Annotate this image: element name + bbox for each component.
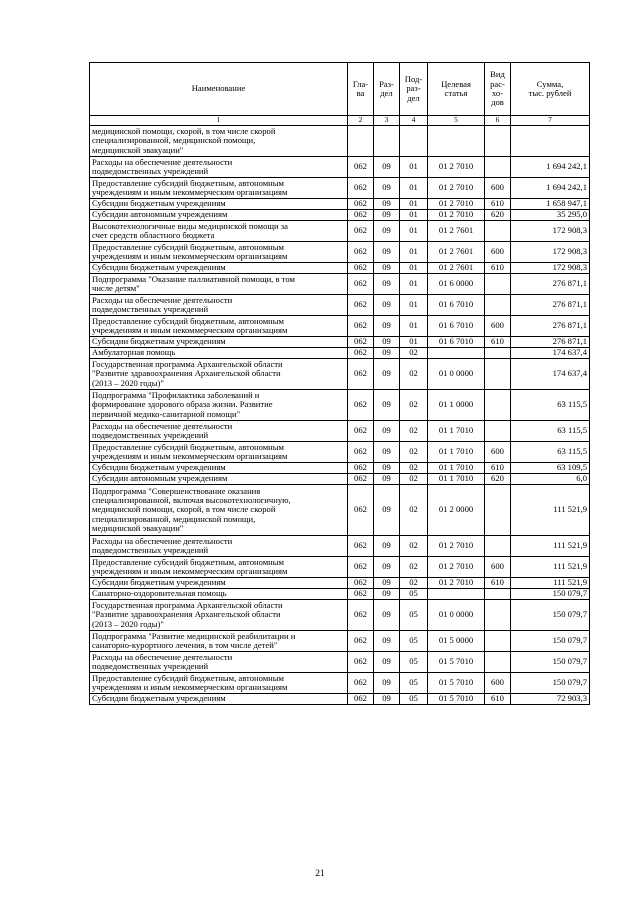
row-podrazdel: 05 [400,600,428,631]
row-glava: 062 [348,337,374,348]
row-vid [485,652,511,673]
row-podrazdel: 05 [400,694,428,705]
header-razdel: Раз- дел [374,63,400,116]
table-row [90,578,590,589]
header-podrazdel: Под- раз- дел [400,63,428,116]
row-summa [511,126,590,157]
row-name: медицинской помощи, скорой, в том числе скорой специализированной, медицинской помощи, медицинской эвакуации" [90,126,348,157]
row-vid [485,295,511,316]
row-razdel: 09 [374,442,400,463]
row-razdel: 09 [374,652,400,673]
row-statya: 01 5 7010 [428,652,485,673]
table-row [90,295,590,316]
row-summa: 276 871,1 [511,295,590,316]
row-glava: 062 [348,359,374,390]
row-vid [485,600,511,631]
row-glava: 062 [348,485,374,536]
row-name: Государственная программа Архангельской области "Развитие здравоохранения Архангельской области (2013 – 2020 годы)" [90,359,348,390]
table-row [90,178,590,199]
row-statya: 01 5 7010 [428,673,485,694]
row-name: Предоставление субсидий бюджетным, автономным учреждениям и иным некоммерческим организациям [90,242,348,263]
row-summa: 63 109,5 [511,463,590,474]
column-number: 7 [511,116,590,126]
row-glava: 062 [348,316,374,337]
row-razdel [374,126,400,157]
row-razdel: 09 [374,263,400,274]
row-razdel: 09 [374,536,400,557]
row-name: Субсидии бюджетным учреждениям [90,463,348,474]
row-statya [428,589,485,600]
table-row [90,673,590,694]
row-name: Санаторно-оздоровительная помощь [90,589,348,600]
header-vid: Вид рас- хо- дов [485,63,511,116]
row-summa: 35 295,0 [511,210,590,221]
row-summa: 111 521,9 [511,557,590,578]
table-row [90,157,590,178]
table-header-row [90,63,590,116]
row-name: Субсидии бюджетным учреждениям [90,578,348,589]
row-razdel: 09 [374,242,400,263]
column-number: 3 [374,116,400,126]
table-row [90,463,590,474]
row-podrazdel: 05 [400,631,428,652]
row-name: Субсидии бюджетным учреждениям [90,199,348,210]
row-razdel: 09 [374,348,400,359]
row-statya: 01 2 7010 [428,178,485,199]
row-statya: 01 5 0000 [428,631,485,652]
row-razdel: 09 [374,463,400,474]
row-glava: 062 [348,474,374,485]
row-razdel: 09 [374,221,400,242]
row-summa: 150 079,7 [511,631,590,652]
row-vid: 610 [485,337,511,348]
row-name: Предоставление субсидий бюджетным, автономным учреждениям и иным некоммерческим организациям [90,673,348,694]
row-summa: 172 908,3 [511,221,590,242]
row-statya: 01 2 7601 [428,221,485,242]
column-number: 1 [90,116,348,126]
row-vid: 600 [485,178,511,199]
row-razdel: 09 [374,178,400,199]
table-row [90,359,590,390]
table-row [90,274,590,295]
row-summa: 174 637,4 [511,359,590,390]
row-name: Предоставление субсидий бюджетным, автономным учреждениям и иным некоммерческим организациям [90,442,348,463]
row-vid [485,221,511,242]
row-statya: 01 2 0000 [428,485,485,536]
row-glava: 062 [348,421,374,442]
table-row [90,631,590,652]
row-summa: 174 637,4 [511,348,590,359]
table-row [90,442,590,463]
row-podrazdel: 02 [400,359,428,390]
row-glava: 062 [348,694,374,705]
row-vid: 600 [485,557,511,578]
table-row [90,348,590,359]
row-glava: 062 [348,557,374,578]
row-summa: 6,0 [511,474,590,485]
row-statya: 01 1 7010 [428,421,485,442]
row-glava: 062 [348,221,374,242]
row-summa: 276 871,1 [511,316,590,337]
row-glava: 062 [348,652,374,673]
page-number: 21 [315,869,325,879]
table-row [90,557,590,578]
row-vid: 610 [485,463,511,474]
table-row [90,536,590,557]
table-row [90,316,590,337]
row-vid: 600 [485,242,511,263]
row-name: Подпрограмма "Профилактика заболеваний и формирование здорового образа жизни. Развитие первичной медико-санитарной помощи" [90,390,348,421]
row-razdel: 09 [374,557,400,578]
row-name: Расходы на обеспечение деятельности подведомственных учреждений [90,157,348,178]
row-podrazdel: 05 [400,589,428,600]
row-podrazdel: 01 [400,221,428,242]
row-summa: 1 694 242,1 [511,157,590,178]
header-summa: Сумма, тыс. рублей [511,63,590,116]
row-name: Высокотехнологичные виды медицинской помощи за счет средств областного бюджета [90,221,348,242]
row-glava: 062 [348,390,374,421]
row-name: Амбулаторная помощь [90,348,348,359]
row-razdel: 09 [374,359,400,390]
row-name: Субсидии бюджетным учреждениям [90,694,348,705]
row-glava [348,126,374,157]
row-vid: 620 [485,210,511,221]
table-row [90,221,590,242]
row-podrazdel: 01 [400,263,428,274]
row-name: Предоставление субсидий бюджетным, автономным учреждениям и иным некоммерческим организациям [90,316,348,337]
row-podrazdel: 01 [400,295,428,316]
row-vid: 610 [485,199,511,210]
row-podrazdel: 01 [400,242,428,263]
row-glava: 062 [348,600,374,631]
row-statya: 01 2 7601 [428,242,485,263]
row-razdel: 09 [374,485,400,536]
table-row [90,600,590,631]
row-statya: 01 2 7601 [428,263,485,274]
row-podrazdel: 01 [400,210,428,221]
row-summa: 111 521,9 [511,485,590,536]
header-statya: Целевая статья [428,63,485,116]
row-vid [485,390,511,421]
row-name: Расходы на обеспечение деятельности подведомственных учреждений [90,295,348,316]
row-glava: 062 [348,578,374,589]
row-name: Субсидии автономным учреждениям [90,210,348,221]
row-summa: 150 079,7 [511,589,590,600]
row-statya: 01 2 7010 [428,536,485,557]
row-razdel: 09 [374,578,400,589]
row-vid: 610 [485,263,511,274]
row-summa: 63 115,5 [511,442,590,463]
row-razdel: 09 [374,157,400,178]
row-glava: 062 [348,274,374,295]
row-summa: 172 908,3 [511,263,590,274]
row-summa: 111 521,9 [511,536,590,557]
table-row [90,474,590,485]
row-summa: 63 115,5 [511,421,590,442]
row-glava: 062 [348,157,374,178]
row-razdel: 09 [374,694,400,705]
row-vid: 620 [485,474,511,485]
row-name: Предоставление субсидий бюджетным, автономным учреждениям и иным некоммерческим организациям [90,557,348,578]
row-glava: 062 [348,199,374,210]
column-number: 5 [428,116,485,126]
row-name: Субсидии бюджетным учреждениям [90,337,348,348]
row-vid [485,126,511,157]
row-name: Подпрограмма "Оказание паллиативной помощи, в том числе детям" [90,274,348,295]
row-podrazdel: 01 [400,157,428,178]
row-name: Расходы на обеспечение деятельности подведомственных учреждений [90,652,348,673]
row-summa: 72 903,3 [511,694,590,705]
table-row [90,589,590,600]
row-statya: 01 2 7010 [428,199,485,210]
row-podrazdel: 02 [400,421,428,442]
row-podrazdel: 02 [400,536,428,557]
row-glava: 062 [348,295,374,316]
row-vid: 600 [485,316,511,337]
row-vid [485,274,511,295]
table-row [90,126,590,157]
row-podrazdel: 02 [400,578,428,589]
table-row [90,210,590,221]
row-podrazdel: 01 [400,178,428,199]
row-podrazdel: 02 [400,485,428,536]
budget-table [89,62,590,705]
row-name: Субсидии автономным учреждениям [90,474,348,485]
row-name: Подпрограмма "Совершенствование оказания специализированной, включая высокотехнологичную, медицинской помощи, скорой, в том числе скорой специализированной, медицинской помощи, медицинской эвакуации" [90,485,348,536]
row-podrazdel: 02 [400,348,428,359]
row-vid: 610 [485,578,511,589]
row-statya: 01 6 7010 [428,295,485,316]
row-glava: 062 [348,210,374,221]
row-vid: 610 [485,694,511,705]
row-statya: 01 6 0000 [428,274,485,295]
row-vid [485,631,511,652]
row-statya: 01 2 7010 [428,557,485,578]
header-glava: Гла- ва [348,63,374,116]
row-glava: 062 [348,442,374,463]
row-razdel: 09 [374,600,400,631]
row-glava: 062 [348,673,374,694]
table-row [90,199,590,210]
header-name: Наименование [90,63,348,116]
row-statya: 01 0 0000 [428,359,485,390]
row-podrazdel: 01 [400,199,428,210]
row-name: Предоставление субсидий бюджетным, автономным учреждениям и иным некоммерческим организациям [90,178,348,199]
row-podrazdel: 02 [400,463,428,474]
row-name: Расходы на обеспечение деятельности подведомственных учреждений [90,536,348,557]
row-statya: 01 1 7010 [428,463,485,474]
row-glava: 062 [348,263,374,274]
row-glava: 062 [348,242,374,263]
row-razdel: 09 [374,295,400,316]
row-statya [428,348,485,359]
row-glava: 062 [348,178,374,199]
row-glava: 062 [348,536,374,557]
column-number: 4 [400,116,428,126]
column-number-row [90,116,590,126]
row-statya: 01 5 7010 [428,694,485,705]
row-razdel: 09 [374,199,400,210]
row-podrazdel: 02 [400,442,428,463]
table-row [90,242,590,263]
row-summa: 276 871,1 [511,337,590,348]
row-podrazdel: 02 [400,390,428,421]
row-razdel: 09 [374,390,400,421]
row-podrazdel: 05 [400,652,428,673]
row-name: Подпрограмма "Развитие медицинской реабилитации и санаторно-курортного лечения, в том числе детей" [90,631,348,652]
row-statya [428,126,485,157]
row-statya: 01 6 7010 [428,316,485,337]
column-number: 6 [485,116,511,126]
row-glava: 062 [348,348,374,359]
row-vid [485,485,511,536]
table-row [90,694,590,705]
row-razdel: 09 [374,337,400,348]
row-podrazdel: 05 [400,673,428,694]
row-statya: 01 2 7010 [428,210,485,221]
table-row [90,263,590,274]
row-razdel: 09 [374,631,400,652]
row-razdel: 09 [374,589,400,600]
row-podrazdel: 01 [400,337,428,348]
row-razdel: 09 [374,474,400,485]
row-podrazdel: 01 [400,316,428,337]
row-razdel: 09 [374,274,400,295]
row-glava: 062 [348,589,374,600]
table-row [90,337,590,348]
row-podrazdel: 01 [400,274,428,295]
row-statya: 01 1 7010 [428,442,485,463]
row-summa: 63 115,5 [511,390,590,421]
row-vid [485,157,511,178]
row-vid [485,421,511,442]
row-summa: 1 694 242,1 [511,178,590,199]
row-name: Субсидии бюджетным учреждениям [90,263,348,274]
row-vid: 600 [485,442,511,463]
row-statya: 01 0 0000 [428,600,485,631]
row-statya: 01 1 7010 [428,474,485,485]
row-vid [485,348,511,359]
row-podrazdel [400,126,428,157]
row-podrazdel: 02 [400,557,428,578]
row-summa: 150 079,7 [511,600,590,631]
row-razdel: 09 [374,673,400,694]
row-statya: 01 2 7010 [428,157,485,178]
row-podrazdel: 02 [400,474,428,485]
row-name: Расходы на обеспечение деятельности подведомственных учреждений [90,421,348,442]
row-name: Государственная программа Архангельской области "Развитие здравоохранения Архангельской области (2013 – 2020 годы)" [90,600,348,631]
table-row [90,652,590,673]
row-summa: 111 521,9 [511,578,590,589]
row-statya: 01 6 7010 [428,337,485,348]
row-glava: 062 [348,463,374,474]
row-summa: 276 871,1 [511,274,590,295]
row-vid [485,359,511,390]
table-row [90,421,590,442]
table-row [90,390,590,421]
column-number: 2 [348,116,374,126]
table-row [90,485,590,536]
row-glava: 062 [348,631,374,652]
row-razdel: 09 [374,210,400,221]
row-vid [485,589,511,600]
row-razdel: 09 [374,316,400,337]
row-summa: 1 658 947,1 [511,199,590,210]
row-statya: 01 2 7010 [428,578,485,589]
row-summa: 172 908,3 [511,242,590,263]
row-vid: 600 [485,673,511,694]
row-vid [485,536,511,557]
row-summa: 150 079,7 [511,652,590,673]
row-statya: 01 1 0000 [428,390,485,421]
row-summa: 150 079,7 [511,673,590,694]
row-razdel: 09 [374,421,400,442]
